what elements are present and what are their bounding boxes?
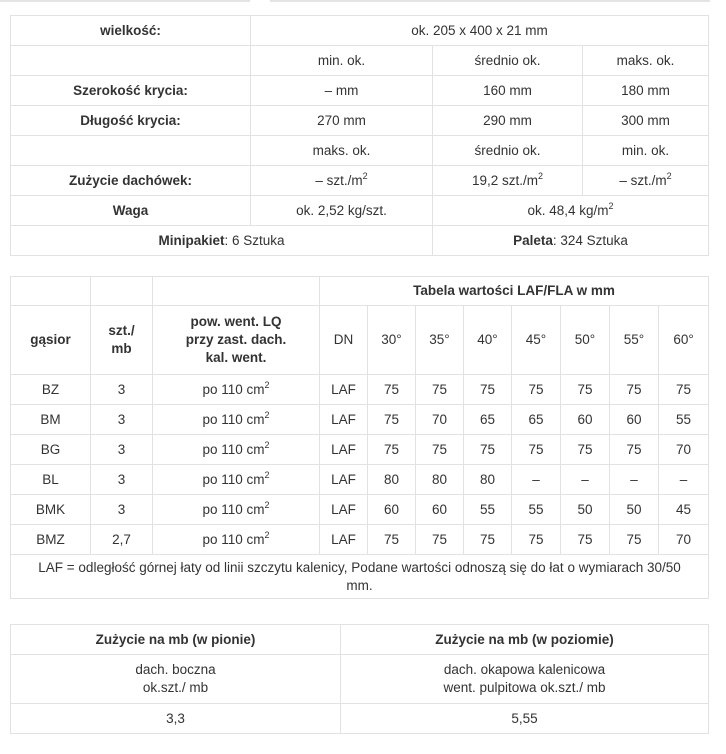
laf-table-title: Tabela wartości LAF/FLA w mm (320, 277, 709, 306)
consumption-value-row (11, 704, 709, 734)
tile-usage-value: – $szt./m^2$ (583, 166, 709, 196)
size-label: wielkość: (11, 16, 251, 46)
laf-value: 60 (368, 495, 416, 525)
laf-value: 75 (464, 435, 512, 465)
coverage-width-value: – mm (251, 76, 433, 106)
table-row (11, 465, 709, 495)
pallet (433, 226, 709, 256)
laf-value: 75 (464, 525, 512, 555)
vertical-consumption-header: Zużycie na mb (w pionie) (11, 625, 341, 655)
top-divider (0, 0, 726, 6)
pcs-per-mb: 3 (91, 375, 153, 405)
ridge-name: BZ (11, 375, 91, 405)
empty-cell (11, 46, 251, 76)
pcs-per-mb: 3 (91, 405, 153, 435)
angle-header: 50° (561, 306, 610, 375)
coverage-length-label: Długość krycia: (11, 106, 251, 136)
laf-value: 45 (659, 495, 709, 525)
weight-per-area: ok. 48,4 $kg/m^2$ (433, 196, 709, 226)
dn-value: LAF (320, 375, 368, 405)
vertical-consumption-value: 3,3 (11, 704, 341, 734)
empty-cell (11, 277, 91, 306)
laf-value: 55 (464, 495, 512, 525)
vent-area: po 110 $cm^2$ (153, 465, 320, 495)
laf-value: 55 (512, 495, 561, 525)
coverage-width-row (11, 76, 709, 106)
table-row (11, 405, 709, 435)
angle-header: 35° (416, 306, 464, 375)
laf-value: 75 (512, 525, 561, 555)
laf-value: 60 (610, 405, 659, 435)
laf-value: 60 (416, 495, 464, 525)
angle-header: 40° (464, 306, 512, 375)
minipack-value: : 6 Sztuka (224, 232, 285, 248)
pcs-column-header: szt./ mb (91, 306, 153, 375)
pcs-per-mb: 3 (91, 465, 153, 495)
laf-rows (11, 375, 709, 555)
size-row (11, 16, 709, 46)
laf-value: 65 (464, 405, 512, 435)
laf-title-row (11, 277, 709, 306)
maxmin-header: maks. ok. (251, 136, 433, 166)
angle-header: 60° (659, 306, 709, 375)
vent-area: po 110 $cm^2$ (153, 375, 320, 405)
coverage-length-value: 290 mm (433, 106, 583, 136)
weight-per-piece: ok. 2,52 kg/szt. (251, 196, 433, 226)
laf-value: 75 (416, 435, 464, 465)
empty-cell (11, 136, 251, 166)
vertical-consumption-desc: dach. boczna ok.szt./ mb (11, 655, 341, 704)
pallet-label: Paleta (513, 232, 553, 248)
weight-label: Waga (11, 196, 251, 226)
consumption-table (10, 624, 709, 734)
minipack (11, 226, 433, 256)
dn-value: LAF (320, 405, 368, 435)
laf-value: 75 (561, 375, 610, 405)
laf-value: 60 (561, 405, 610, 435)
ridge-name: BM (11, 405, 91, 435)
pallet-value: : 324 Sztuka (552, 232, 628, 248)
laf-value: 70 (416, 405, 464, 435)
laf-value: 80 (416, 465, 464, 495)
laf-value: 75 (610, 375, 659, 405)
laf-value: 75 (610, 525, 659, 555)
laf-value: 75 (561, 435, 610, 465)
dn-value: LAF (320, 465, 368, 495)
laf-value: 50 (610, 495, 659, 525)
angle-header: 45° (512, 306, 561, 375)
coverage-width-value: 180 mm (583, 76, 709, 106)
laf-value: 75 (512, 435, 561, 465)
laf-table (10, 276, 709, 599)
ridge-name: BMZ (11, 525, 91, 555)
empty-cell (91, 277, 153, 306)
tile-usage-row (11, 166, 709, 196)
ridge-column-header: gąsior (11, 306, 91, 375)
empty-cell (153, 277, 320, 306)
laf-value: 65 (512, 405, 561, 435)
horizontal-consumption-header: Zużycie na mb (w poziomie) (341, 625, 709, 655)
pcs-per-mb: 3 (91, 495, 153, 525)
tile-usage-value: – $szt./m^2$ (251, 166, 433, 196)
minmax-header: średnio ok. (433, 46, 583, 76)
table-row (11, 435, 709, 465)
consumption-desc-row (11, 655, 709, 704)
weight-row (11, 196, 709, 226)
minmax-header-row (11, 46, 709, 76)
consumption-header-row (11, 625, 709, 655)
tile-usage-value: 19,2 $szt./m^2$ (433, 166, 583, 196)
vent-area: po 110 $cm^2$ (153, 405, 320, 435)
horizontal-consumption-desc: dach. okapowa kalenicowa went. pulpitowa ok.szt./ mb (341, 655, 709, 704)
coverage-width-label: Szerokość krycia: (11, 76, 251, 106)
laf-value: 70 (659, 525, 709, 555)
coverage-length-row (11, 106, 709, 136)
vent-area: po 110 $cm^2$ (153, 525, 320, 555)
laf-value: 50 (561, 495, 610, 525)
laf-value: – (561, 465, 610, 495)
laf-value: 80 (464, 465, 512, 495)
dn-column-header: DN (320, 306, 368, 375)
laf-note-row (11, 555, 709, 599)
specs-table (10, 15, 709, 256)
laf-value: 75 (368, 525, 416, 555)
laf-header-row (11, 306, 709, 375)
dn-value: LAF (320, 525, 368, 555)
coverage-width-value: 160 mm (433, 76, 583, 106)
coverage-length-value: 300 mm (583, 106, 709, 136)
angle-header: 55° (610, 306, 659, 375)
laf-value: 75 (368, 375, 416, 405)
laf-value: 80 (368, 465, 416, 495)
vent-column-header: pow. went. LQ przy zast. dach. kal. went. (153, 306, 320, 375)
laf-value: 75 (416, 525, 464, 555)
vent-area: po 110 $cm^2$ (153, 435, 320, 465)
maxmin-header: min. ok. (583, 136, 709, 166)
laf-value: 75 (368, 435, 416, 465)
laf-value: – (610, 465, 659, 495)
laf-value: – (512, 465, 561, 495)
maxmin-header: średnio ok. (433, 136, 583, 166)
dn-value: LAF (320, 435, 368, 465)
table-row (11, 525, 709, 555)
minmax-header: maks. ok. (583, 46, 709, 76)
laf-note: LAF = odległość górnej łaty od linii szczytu kalenicy, Podane wartości odnoszą się do łat o wymiarach 30/50 mm. (11, 555, 709, 599)
table-row (11, 495, 709, 525)
size-value: ok. 205 x 400 x 21 mm (251, 16, 709, 46)
table-row (11, 375, 709, 405)
vent-area: po 110 $cm^2$ (153, 495, 320, 525)
ridge-name: BMK (11, 495, 91, 525)
minmax-header: min. ok. (251, 46, 433, 76)
maxmin-header-row (11, 136, 709, 166)
pcs-per-mb: 3 (91, 435, 153, 465)
horizontal-consumption-value: 5,55 (341, 704, 709, 734)
laf-value: 75 (464, 375, 512, 405)
coverage-length-value: 270 mm (251, 106, 433, 136)
dn-value: LAF (320, 495, 368, 525)
angle-header: 30° (368, 306, 416, 375)
ridge-name: BG (11, 435, 91, 465)
laf-value: – (659, 465, 709, 495)
packaging-row (11, 226, 709, 256)
laf-value: 75 (610, 435, 659, 465)
laf-value: 75 (561, 525, 610, 555)
laf-value: 70 (659, 435, 709, 465)
laf-value: 55 (659, 405, 709, 435)
tile-usage-label: Zużycie dachówek: (11, 166, 251, 196)
laf-value: 75 (368, 405, 416, 435)
laf-value: 75 (416, 375, 464, 405)
minipack-label: Minipakiet (158, 232, 225, 248)
ridge-name: BL (11, 465, 91, 495)
laf-value: 75 (659, 375, 709, 405)
laf-value: 75 (512, 375, 561, 405)
pcs-per-mb: 2,7 (91, 525, 153, 555)
